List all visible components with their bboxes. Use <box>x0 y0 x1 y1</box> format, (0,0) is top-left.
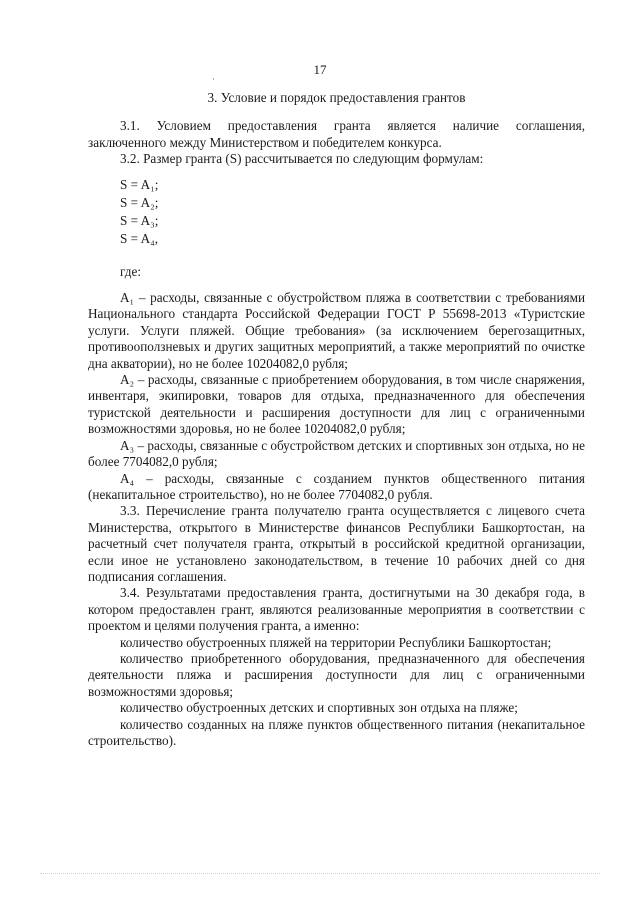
definition-a1: А₁ – расходы, связанные с обустройством пляжа в соответствии с требованиями Национального стандарта Российской Федерации ГОСТ Р 55698-2013 «Туристские услуги. Услуги пляжей. Общие требования» (за исключением берегозащитных, противооползневых и других защитных мероприятий, а также мероприятий по очистке дна акватории), но не более 10204082,0 рубля; <box>88 290 585 371</box>
formula-1: S = A₁; <box>120 176 159 192</box>
result-item: количество приобретенного оборудования, предназначенного для обеспечения деятельности пляжа и расширения доступности для лиц с ограниченными возможностями здоровья; <box>88 650 585 699</box>
formula-list <box>120 176 585 248</box>
formula-2: S = A₂; <box>120 194 159 210</box>
formula-3: S = A₃; <box>120 212 159 228</box>
paragraph-3-1: 3.1. Условием предоставления гранта является наличие соглашения, заключенного между Министерством и победителем конкурса. <box>88 118 585 150</box>
definition-a2: А₂ – расходы, связанные с приобретением оборудования, в том числе снаряжения, инвентаря, экипировки, товаров для отдыха, предназначенного для обеспечения туристской деятельности и расширения доступности для лиц с ограниченными возможностями здоровья, но не более 10204082,0 рубля; <box>88 372 585 437</box>
document-body <box>88 90 585 749</box>
where-label: где: <box>120 263 141 279</box>
paragraph-3-4: 3.4. Результатами предоставления гранта, достигнутыми на 30 декабря года, в котором предоставлен грант, являются реализованные мероприятия в соответствии с проектом и целями получения гранта, а именно: <box>88 585 585 634</box>
scan-edge-line <box>40 873 600 874</box>
paragraph-3-3: 3.3. Перечисление гранта получателю гранта осуществляется с лицевого счета Министерства, открытого в Министерстве финансов Республики Башкортостан, на расчетный счет получателя гранта, открытый в российской кредитной организации, если иное не установлено законодательством, в течение 10 рабочих дней со дня подписания соглашения. <box>88 503 585 584</box>
paragraph-3-2: 3.2. Размер гранта (S) рассчитывается по следующим формулам: <box>120 151 484 167</box>
formula-4: S = A₄, <box>120 230 159 246</box>
definition-a4: А₄ – расходы, связанные с созданием пунктов общественного питания (некапитальное строительство), но не более 7704082,0 рубля. <box>88 470 585 502</box>
result-item: количество обустроенных пляжей на территории Республики Башкортостан; <box>120 634 552 650</box>
page-number: 17 <box>313 62 327 77</box>
scan-mark: · <box>212 74 215 84</box>
section-heading: 3. Условие и порядок предоставления грантов <box>207 90 466 105</box>
result-item: количество созданных на пляже пунктов общественного питания (некапитальное строительство). <box>88 716 585 748</box>
result-item: количество обустроенных детских и спортивных зон отдыха на пляже; <box>120 700 518 716</box>
definition-a3: А₃ – расходы, связанные с обустройством детских и спортивных зон отдыха, но не более 7704082,0 рубля; <box>88 437 585 470</box>
